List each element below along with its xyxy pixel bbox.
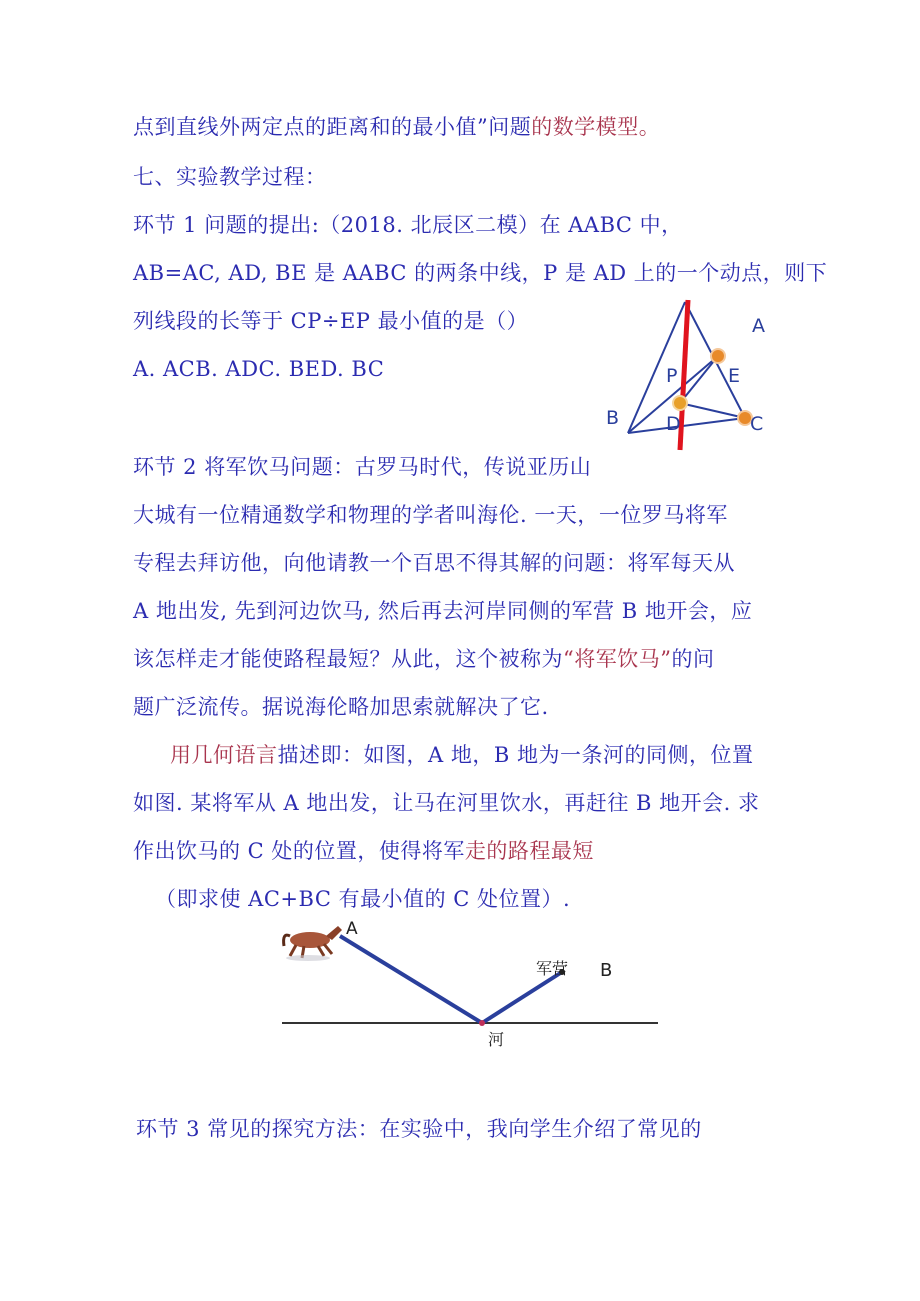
text-segment: 点到直线外两定点的距离和的最小值”问题 bbox=[133, 115, 532, 139]
label-b: B bbox=[600, 960, 613, 981]
median-ad-red bbox=[680, 300, 688, 450]
label-p: P bbox=[666, 365, 678, 387]
label-d: D bbox=[666, 413, 681, 435]
answer-options: A. ACB. ADC. BED. BC bbox=[133, 357, 385, 381]
label-a: A bbox=[346, 919, 358, 939]
paragraph-17: 环节 3 常见的探究方法：在实验中，我向学生介绍了常见的 bbox=[136, 1117, 702, 1141]
highlight-text: 的数学模型。 bbox=[531, 115, 661, 139]
point-p bbox=[673, 396, 687, 410]
path-ac bbox=[340, 936, 482, 1023]
paragraph-9: 专程去拜访他，向他请教一个百思不得其解的问题：将军每天从 bbox=[133, 551, 735, 575]
paragraph-7: 环节 2 将军饮马问题：古罗马时代，传说亚历山 bbox=[133, 455, 592, 479]
paragraph-1 bbox=[133, 112, 660, 142]
label-b: B bbox=[606, 407, 620, 429]
river-figure bbox=[280, 918, 670, 1048]
text-segment: 作出饮马的 C 处的位置，使得将军 bbox=[133, 839, 465, 863]
paragraph-15 bbox=[133, 836, 594, 866]
label-camp: 军营 bbox=[536, 959, 569, 978]
highlight-text: 走的路程最短 bbox=[464, 839, 594, 863]
paragraph-13 bbox=[170, 740, 753, 770]
highlight-text: “将军饮马” bbox=[563, 647, 672, 671]
paragraph-11 bbox=[133, 644, 714, 674]
paragraph-14: 如图. 某将军从 A 地出发，让马在河里饮水，再赶往 B 地开会. 求 bbox=[133, 791, 760, 815]
text-segment: 该怎样走才能使路程最短？从此，这个被称为 bbox=[133, 647, 563, 671]
point-e bbox=[711, 349, 725, 363]
text-segment: 描述即：如图，A 地，B 地为一条河的同侧，位置 bbox=[277, 743, 754, 767]
section-heading: 七、实验教学过程： bbox=[133, 165, 327, 189]
label-a: A bbox=[752, 315, 765, 337]
path-cb bbox=[482, 972, 562, 1023]
label-river: 河 bbox=[488, 1030, 505, 1048]
paragraph-8: 大城有一位精通数学和物理的学者叫海伦. 一天，一位罗马将军 bbox=[133, 503, 728, 527]
paragraph-12: 题广泛流传。据说海伦略加思索就解决了它. bbox=[133, 695, 549, 719]
point-c bbox=[479, 1020, 485, 1026]
horse-icon bbox=[284, 926, 342, 961]
label-c: C bbox=[750, 413, 764, 435]
label-e: E bbox=[728, 365, 741, 387]
paragraph-16: （即求使 AC+BC 有最小值的 C 处位置）. bbox=[155, 887, 571, 911]
edge-bc bbox=[628, 418, 745, 433]
segment-pc bbox=[680, 403, 745, 418]
highlight-text: 用几何语言 bbox=[170, 743, 278, 767]
paragraph-10: A 地出发, 先到河边饮马, 然后再去河岸同侧的军营 B 地开会，应 bbox=[133, 599, 753, 623]
text-segment: 的问 bbox=[671, 647, 715, 671]
paragraph-4: AB=AC, AD, BE 是 AABC 的两条中线，P 是 AD 上的一个动点，则下 bbox=[133, 261, 828, 285]
paragraph-3: 环节 1 问题的提出:（2018. 北辰区二模）在 AABC 中， bbox=[133, 213, 683, 237]
triangle-figure bbox=[600, 290, 780, 460]
paragraph-5: 列线段的长等于 CP÷EP 最小值的是（） bbox=[133, 309, 529, 333]
